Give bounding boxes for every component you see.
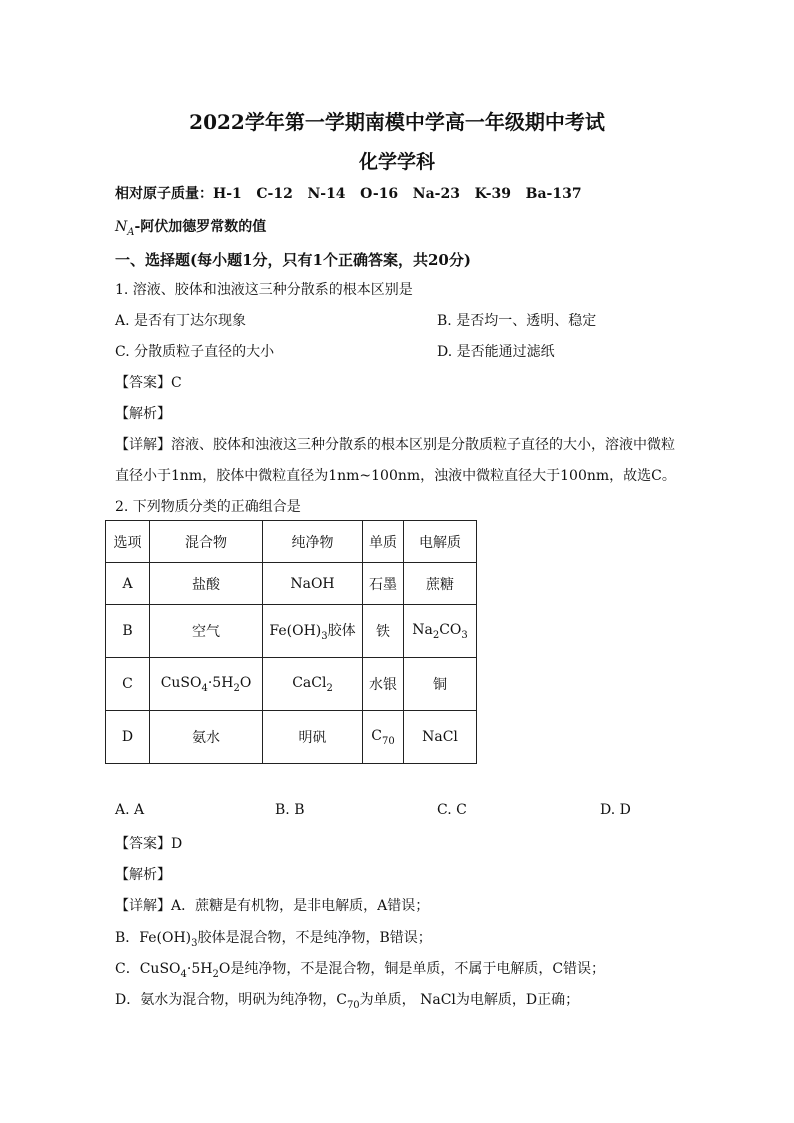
formula-sub: 4 bbox=[201, 682, 208, 694]
q2-detail-a bbox=[115, 895, 429, 915]
subject-title: 化学学科 bbox=[358, 151, 435, 173]
table-cell: C bbox=[106, 658, 150, 711]
formula-sub: 3 bbox=[321, 630, 328, 642]
table-cell bbox=[150, 658, 263, 711]
formula-part: Na bbox=[412, 621, 433, 638]
formula-part: ·5H bbox=[207, 674, 234, 691]
table-header-cell: 纯净物 bbox=[263, 521, 363, 563]
table-cell: D bbox=[106, 711, 150, 764]
atomic-mass-values: H-1 C-12 N-14 O-16 Na-23 K-39 Ba-137 bbox=[213, 186, 582, 202]
q2-detail-c bbox=[115, 958, 605, 980]
table-cell: 盐酸 bbox=[150, 563, 263, 605]
detail-text: D．氨水为混合物，明矾为纯净物，C bbox=[115, 992, 347, 1008]
q1-option-d: D. 是否能通过滤纸 bbox=[437, 344, 555, 360]
table-cell bbox=[363, 711, 404, 764]
table-cell: 石墨 bbox=[363, 563, 404, 605]
formula-part: C bbox=[371, 727, 382, 744]
formula-sub: 2 bbox=[432, 629, 440, 641]
detail-text: O是纯净物，不是混合物，铜是单质，不属于电解质，C错误； bbox=[218, 961, 606, 977]
detail-text: C．CuSO bbox=[115, 961, 181, 977]
detail-text: ·5H bbox=[186, 961, 213, 977]
table-cell: 空气 bbox=[150, 605, 263, 658]
na-text: -阿伏加德罗常数的值 bbox=[134, 219, 267, 235]
table-cell: 蔗糖 bbox=[404, 563, 477, 605]
table-cell: 氨水 bbox=[150, 711, 263, 764]
q2-option-d: D. D bbox=[600, 802, 631, 818]
na-subscript: A bbox=[127, 226, 135, 238]
table-cell: 铜 bbox=[404, 658, 477, 711]
formula-sub: 70 bbox=[346, 999, 360, 1011]
table-header-cell: 单质 bbox=[363, 521, 404, 563]
formula-part: CaCl bbox=[292, 674, 327, 691]
formula-sub: 3 bbox=[191, 937, 198, 949]
table-row bbox=[106, 605, 477, 658]
formula-sub: 2 bbox=[233, 682, 240, 694]
q2-option-b: B. B bbox=[275, 802, 305, 818]
q2-stem: 2. 下列物质分类的正确组合是 bbox=[115, 499, 301, 515]
formula-part: CO bbox=[439, 621, 462, 638]
formula-sub: 4 bbox=[180, 968, 187, 980]
detail-text: B．Fe(OH) bbox=[115, 930, 192, 946]
q1-detail-line1 bbox=[115, 434, 675, 454]
detail-text: 为单质， NaCl为电解质，D正确； bbox=[359, 992, 580, 1008]
answer-value: D bbox=[171, 836, 183, 852]
detail-label: 【详解】 bbox=[115, 437, 171, 453]
section-heading: 一、选择题(每小题1分，只有1个正确答案，共20分) bbox=[115, 251, 471, 269]
table-header-cell: 电解质 bbox=[404, 521, 477, 563]
formula-part: Fe(OH) bbox=[269, 623, 322, 640]
table-cell: 明矾 bbox=[263, 711, 363, 764]
q1-answer bbox=[115, 372, 182, 392]
q2-option-a: A. A bbox=[115, 802, 145, 818]
q2-detail-d bbox=[115, 989, 579, 1011]
formula-sub: 2 bbox=[212, 968, 219, 980]
avogadro-note bbox=[115, 216, 266, 238]
table-cell: A bbox=[106, 563, 150, 605]
table-cell: 铁 bbox=[363, 605, 404, 658]
table-row bbox=[106, 658, 477, 711]
answer-value: C bbox=[171, 375, 182, 391]
formula-part: CuSO bbox=[160, 674, 202, 691]
q2-option-c: C. C bbox=[437, 802, 467, 818]
q1-analysis-label: 【解析】 bbox=[115, 406, 171, 422]
detail-text: A．蔗糖是有机物，是非电解质，A错误； bbox=[171, 898, 430, 914]
q2-detail-b bbox=[115, 927, 432, 949]
table-cell: NaOH bbox=[263, 563, 363, 605]
na-symbol: N bbox=[115, 219, 128, 235]
detail-text: 溶液、胶体和浊液这三种分散系的根本区别是分散质粒子直径的大小，溶液中微粒 bbox=[171, 437, 675, 453]
formula-part: 胶体 bbox=[327, 623, 356, 640]
answer-label: 【答案】 bbox=[115, 375, 171, 391]
table-cell: 水银 bbox=[363, 658, 404, 711]
q1-option-a: A. 是否有丁达尔现象 bbox=[115, 313, 247, 329]
detail-label: 【详解】 bbox=[115, 898, 171, 914]
formula-sub: 70 bbox=[381, 735, 395, 747]
atomic-mass-label: 相对原子质量： bbox=[115, 186, 213, 202]
formula-sub: 3 bbox=[461, 629, 468, 641]
table-cell bbox=[263, 658, 363, 711]
atomic-mass-line bbox=[115, 183, 582, 203]
formula-part: O bbox=[239, 674, 252, 691]
table-cell: B bbox=[106, 605, 150, 658]
exam-title: 2022学年第一学期南模中学高一年级期中考试 bbox=[189, 110, 605, 134]
table-row bbox=[106, 711, 477, 764]
q2-analysis-label: 【解析】 bbox=[115, 867, 171, 883]
table-cell bbox=[404, 605, 477, 658]
q1-detail-line2: 直径小于1nm，胶体中微粒直径为1nm~100nm，浊液中微粒直径大于100nm，故选C。 bbox=[115, 468, 676, 484]
table-cell: NaCl bbox=[404, 711, 477, 764]
q1-option-b: B. 是否均一、透明、稳定 bbox=[437, 313, 597, 329]
table-header-cell: 选项 bbox=[106, 521, 150, 563]
q1-option-c: C. 分散质粒子直径的大小 bbox=[115, 344, 275, 360]
answer-label: 【答案】 bbox=[115, 836, 171, 852]
table-row bbox=[106, 563, 477, 605]
formula-sub: 2 bbox=[326, 682, 333, 694]
q1-stem: 1. 溶液、胶体和浊液这三种分散系的根本区别是 bbox=[115, 282, 413, 298]
classification-table bbox=[105, 520, 477, 764]
detail-text: 胶体是混合物，不是纯净物，B错误； bbox=[197, 930, 432, 946]
q2-answer bbox=[115, 833, 182, 853]
table-cell bbox=[263, 605, 363, 658]
table-header-cell: 混合物 bbox=[150, 521, 263, 563]
table-header-row bbox=[106, 521, 477, 563]
